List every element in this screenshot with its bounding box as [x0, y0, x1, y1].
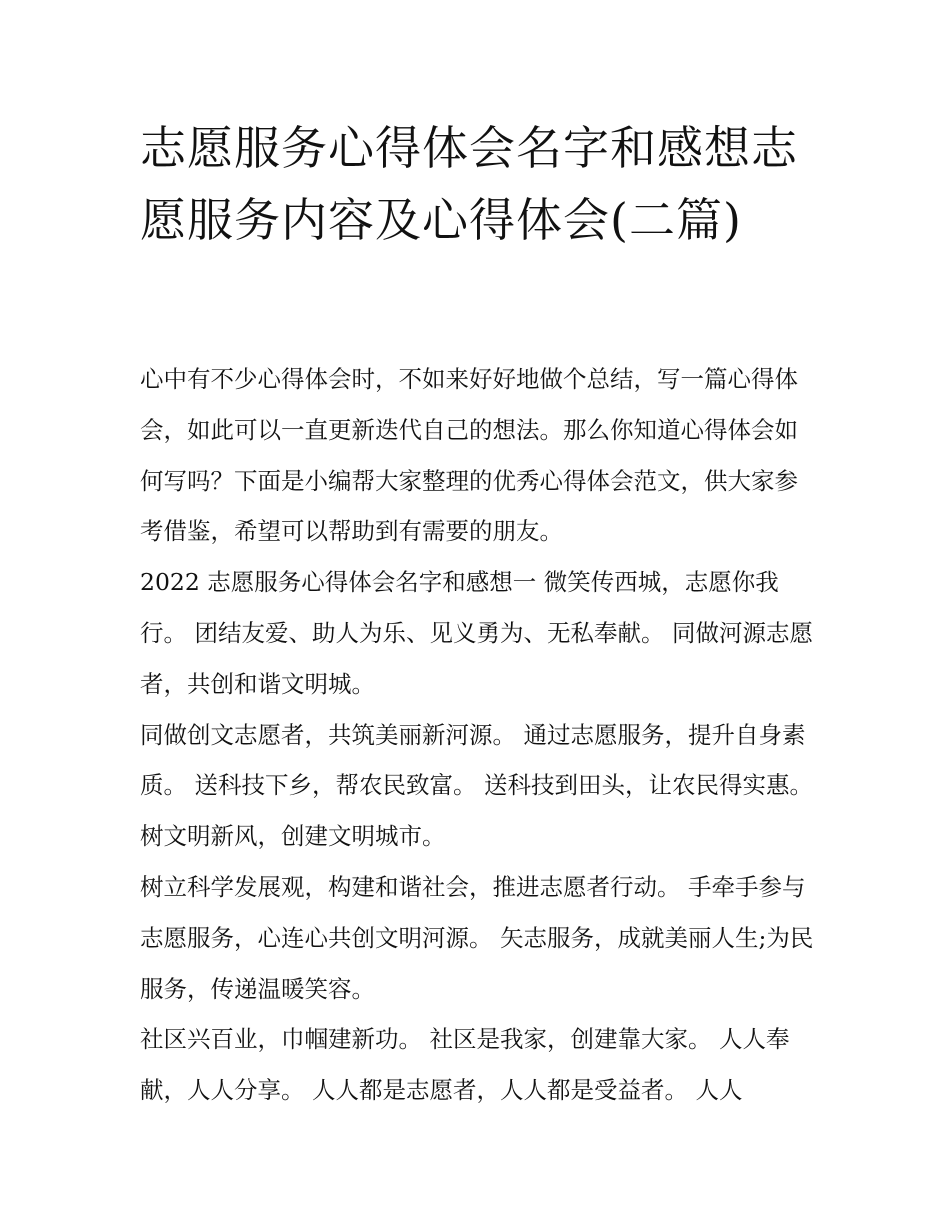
paragraph-intro: 心中有不少心得体会时，不如来好好地做个总结，写一篇心得体会，如此可以一直更新迭代自己的想法。那么你知道心得体会如何写吗？下面是小编帮大家整理的优秀心得体会范文，供大家参考借鉴，希望可以帮助到有需要的朋友。	[140, 365, 798, 546]
document-title: 志愿服务心得体会名字和感想志愿服务内容及心得体会(二篇)	[140, 121, 798, 247]
paragraph-slogans-4: 社区兴百业，巾帼建新功。 社区是我家，创建靠大家。 人人奉献，人人分享。 人人都是志愿者，人人都是受益者。 人人	[140, 1025, 790, 1105]
paragraph-slogans-1: 2022 志愿服务心得体会名字和感想一 微笑传西城，志愿你我行。 团结友爱、助人为乐、见义勇为、无私奉献。 同做河源志愿者，共创和谐文明城。	[140, 568, 813, 698]
paragraph-slogans-3: 树立科学发展观，构建和谐社会，推进志愿者行动。 手牵手参与志愿服务，心连心共创文明河源。 矢志服务，成就美丽人生;为民服务，传递温暖笑容。	[140, 872, 814, 1003]
paragraph-slogans-2: 同做创文志愿者，共筑美丽新河源。 通过志愿服务，提升自身素质。 送科技下乡，帮农民致富。 送科技到田头，让农民得实惠。 树文明新风，创建文明城市。	[140, 720, 813, 851]
document-body	[140, 354, 820, 1116]
